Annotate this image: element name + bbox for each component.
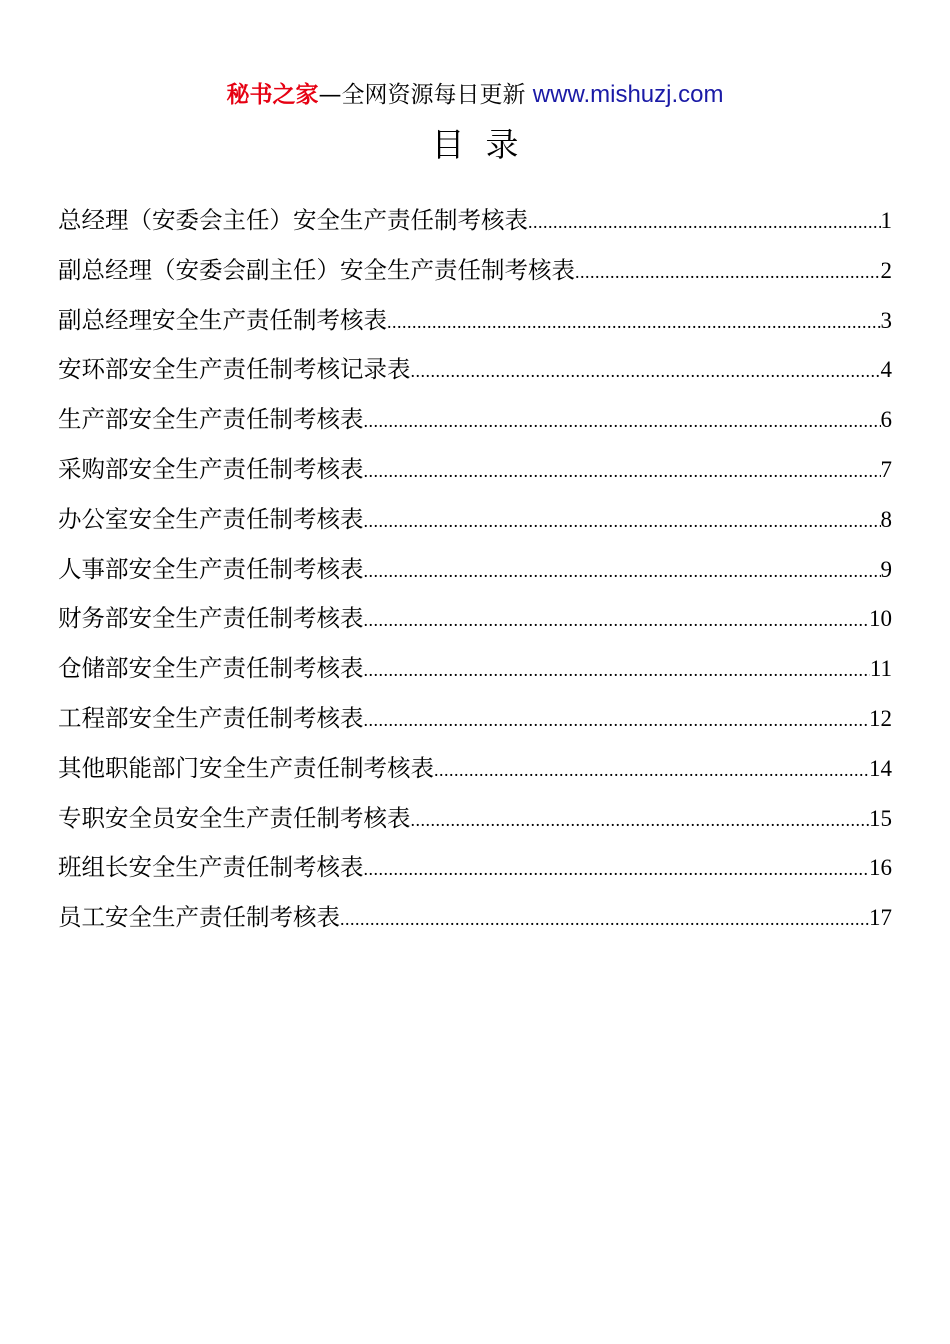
toc-item-label: 员工安全生产责任制考核表 — [58, 903, 340, 932]
toc-item-page: 2 — [880, 257, 892, 283]
toc-item-label: 其他职能部门安全生产责任制考核表 — [58, 753, 434, 782]
toc-item[interactable] — [58, 893, 892, 943]
toc-item[interactable] — [58, 843, 892, 893]
toc-dot-leader — [364, 397, 881, 445]
toc-dot-leader — [434, 746, 869, 794]
toc-item[interactable] — [58, 196, 892, 246]
toc-item[interactable] — [58, 345, 892, 395]
toc-item[interactable] — [58, 594, 892, 644]
toc-dot-leader — [364, 547, 881, 595]
toc-item-label: 总经理（安委会主任）安全生产责任制考核表 — [58, 206, 528, 234]
toc-item[interactable] — [58, 694, 892, 744]
toc-item-label: 安环部安全生产责任制考核记录表 — [58, 355, 411, 384]
toc-item-label: 副总经理安全生产责任制考核表 — [58, 305, 387, 334]
toc-item[interactable] — [58, 545, 892, 595]
toc-item-page: 4 — [880, 357, 892, 383]
toc-item-label: 财务部安全生产责任制考核表 — [58, 604, 364, 633]
toc-item[interactable] — [58, 644, 892, 694]
toc-dot-leader — [575, 248, 881, 296]
toc-item-label: 办公室安全生产责任制考核表 — [58, 504, 364, 533]
toc-dot-leader — [364, 696, 870, 744]
toc-item-label: 采购部安全生产责任制考核表 — [58, 454, 364, 483]
toc-item-label: 仓储部安全生产责任制考核表 — [58, 654, 364, 683]
brand-name: 秘书之家 — [226, 82, 319, 108]
toc-item-label: 生产部安全生产责任制考核表 — [58, 405, 364, 434]
toc-item[interactable] — [58, 246, 892, 296]
toc-item-page: 3 — [880, 307, 892, 333]
toc-item-page: 14 — [869, 755, 892, 781]
toc-item-label: 人事部安全生产责任制考核表 — [58, 554, 364, 583]
toc-item[interactable] — [58, 744, 892, 794]
toc-dot-leader — [364, 845, 870, 893]
toc-dot-leader — [340, 895, 869, 943]
page-title: 目 录 — [431, 125, 519, 164]
toc-item-page: 6 — [880, 407, 892, 433]
toc-item[interactable] — [58, 445, 892, 495]
header-tagline: —全网资源每日更新 — [318, 82, 526, 108]
toc-item[interactable] — [58, 395, 892, 445]
toc-dot-leader — [411, 347, 881, 395]
toc-item-page: 8 — [880, 506, 892, 532]
header-url-link[interactable]: www.mishuzj.com — [532, 81, 724, 108]
toc-item-page: 10 — [869, 606, 892, 632]
toc-item-page: 17 — [869, 905, 892, 931]
toc-item-page: 12 — [869, 705, 892, 731]
toc-item-page: 11 — [869, 656, 892, 682]
toc-item[interactable] — [58, 794, 892, 844]
toc-item-page: 15 — [869, 805, 892, 831]
toc-item-label: 副总经理（安委会副主任）安全生产责任制考核表 — [58, 255, 575, 284]
toc-item-page: 16 — [869, 855, 892, 881]
toc-dot-leader — [364, 497, 881, 545]
toc-dot-leader — [364, 646, 870, 694]
toc-item-page: 1 — [880, 208, 892, 233]
toc-item-page: 9 — [880, 556, 892, 582]
toc-dot-leader — [411, 796, 870, 844]
toc-dot-leader — [364, 596, 870, 644]
toc-item-label: 工程部安全生产责任制考核表 — [58, 703, 364, 732]
toc-dot-leader — [528, 198, 881, 246]
toc-item-label: 班组长安全生产责任制考核表 — [58, 853, 364, 882]
toc-item[interactable] — [58, 495, 892, 545]
toc-item-page: 7 — [880, 456, 892, 482]
toc-item-label: 专职安全员安全生产责任制考核表 — [58, 803, 411, 832]
toc-dot-leader — [364, 447, 881, 495]
toc-dot-leader — [387, 298, 881, 346]
table-of-contents — [58, 196, 892, 943]
page-header — [0, 78, 950, 112]
toc-item[interactable] — [58, 296, 892, 346]
